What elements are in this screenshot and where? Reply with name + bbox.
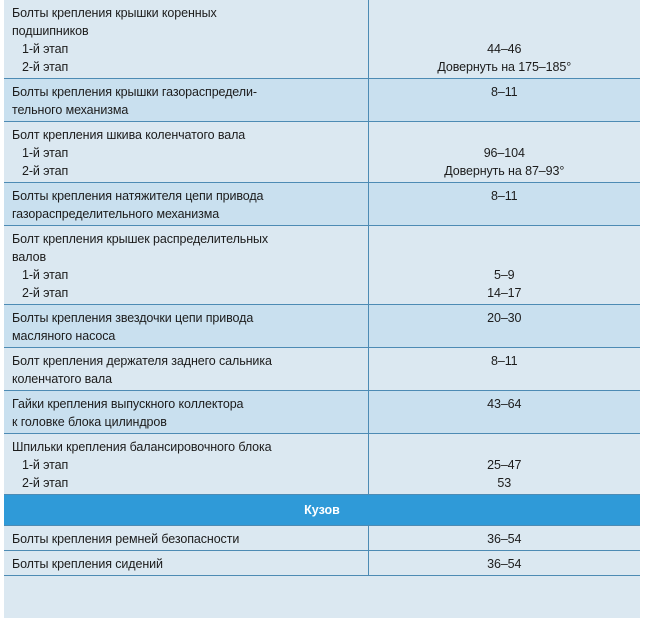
- fastener-name-cell: [4, 348, 368, 391]
- table-row: [4, 226, 640, 305]
- fastener-name-line: подшипников: [12, 24, 89, 38]
- fastener-name-line: 2-й этап: [22, 60, 69, 74]
- torque-value-line: 25–47: [487, 458, 522, 472]
- torque-value-line: [369, 370, 641, 388]
- fastener-name-cell: [4, 0, 368, 79]
- torque-value-cell: [368, 122, 640, 183]
- fastener-name-line: Болты крепления крышки коренных: [12, 6, 217, 20]
- fastener-name-line: к головке блока цилиндров: [12, 415, 167, 429]
- torque-value-cell: [368, 226, 640, 305]
- fastener-name-line: Болт крепления шкива коленчатого вала: [12, 128, 246, 142]
- torque-value-line: Довернуть на 87–93°: [444, 164, 565, 178]
- torque-value-line: [369, 4, 641, 22]
- torque-value-line: 43–64: [487, 397, 522, 411]
- fastener-name-line: Болт крепления держателя заднего сальника: [12, 354, 272, 368]
- torque-value-cell: [368, 434, 640, 495]
- fastener-name-cell: [4, 305, 368, 348]
- table-row: [4, 305, 640, 348]
- table-row: [4, 183, 640, 226]
- fastener-name-line: Болты крепления натяжителя цепи привода: [12, 189, 264, 203]
- torque-value-cell: [368, 79, 640, 122]
- engine-rows: [4, 0, 640, 495]
- fastener-name-line: 2-й этап: [22, 164, 69, 178]
- table-row: [4, 122, 640, 183]
- fastener-name-line: масляного насоса: [12, 329, 116, 343]
- fastener-name-line: Шпильки крепления балансировочного блока: [12, 440, 272, 454]
- fastener-name-cell: [4, 122, 368, 183]
- fastener-name-cell: [4, 434, 368, 495]
- torque-value-line: 8–11: [491, 354, 518, 368]
- torque-value-cell: [368, 183, 640, 226]
- torque-value-line: 14–17: [487, 286, 522, 300]
- table-row: [4, 526, 640, 551]
- torque-value-line: [369, 101, 641, 119]
- torque-value-line: [369, 126, 641, 144]
- fastener-name-line: Болты крепления сидений: [12, 557, 163, 571]
- torque-value-line: [369, 248, 641, 266]
- table-row: [4, 551, 640, 576]
- table-row: [4, 0, 640, 79]
- torque-value-cell: [368, 551, 640, 576]
- torque-value-cell: [368, 526, 640, 551]
- torque-value-cell: [368, 391, 640, 434]
- torque-value-line: 36–54: [487, 557, 522, 571]
- torque-value-line: 36–54: [487, 532, 522, 546]
- fastener-name-cell: [4, 526, 368, 551]
- body-rows: [4, 526, 640, 576]
- fastener-name-line: коленчатого вала: [12, 372, 112, 386]
- torque-value-line: [369, 413, 641, 431]
- section-title: Кузов: [4, 495, 640, 526]
- torque-value-line: 5–9: [493, 268, 515, 282]
- fastener-name-cell: [4, 79, 368, 122]
- fastener-name-cell: [4, 391, 368, 434]
- body-section-header: [4, 495, 640, 526]
- fastener-name-line: газораспределительного механизма: [12, 207, 220, 221]
- section-row: [4, 495, 640, 526]
- fastener-name-line: 1-й этап: [22, 42, 69, 56]
- fastener-name-line: 2-й этап: [22, 476, 69, 490]
- fastener-name-line: валов: [12, 250, 46, 264]
- torque-value-line: [369, 230, 641, 248]
- torque-value-line: 8–11: [491, 85, 518, 99]
- torque-specs-table: [4, 0, 640, 576]
- fastener-name-line: Болт крепления крышек распределительных: [12, 232, 269, 246]
- fastener-name-line: Болты крепления звездочки цепи привода: [12, 311, 254, 325]
- torque-value-line: 96–104: [483, 146, 525, 160]
- torque-value-cell: [368, 305, 640, 348]
- fastener-name-line: 1-й этап: [22, 458, 69, 472]
- torque-value-cell: [368, 0, 640, 79]
- torque-value-line: [369, 205, 641, 223]
- table-row: [4, 79, 640, 122]
- table-row: [4, 348, 640, 391]
- torque-value-line: 44–46: [487, 42, 522, 56]
- fastener-name-line: 1-й этап: [22, 268, 69, 282]
- torque-table-sheet: [4, 0, 640, 618]
- torque-value-line: [369, 327, 641, 345]
- fastener-name-cell: [4, 226, 368, 305]
- fastener-name-cell: [4, 551, 368, 576]
- fastener-name-cell: [4, 183, 368, 226]
- torque-value-line: Довернуть на 175–185°: [437, 60, 572, 74]
- torque-value-line: 20–30: [487, 311, 522, 325]
- table-row: [4, 391, 640, 434]
- fastener-name-line: Болты крепления крышки газораспредели-: [12, 85, 257, 99]
- torque-value-line: 8–11: [491, 189, 518, 203]
- table-row: [4, 434, 640, 495]
- torque-value-cell: [368, 348, 640, 391]
- fastener-name-line: 1-й этап: [22, 146, 69, 160]
- torque-value-line: [369, 438, 641, 456]
- fastener-name-line: Болты крепления ремней безопасности: [12, 532, 240, 546]
- fastener-name-line: 2-й этап: [22, 286, 69, 300]
- torque-value-line: [369, 22, 641, 40]
- fastener-name-line: тельного механизма: [12, 103, 129, 117]
- fastener-name-line: Гайки крепления выпускного коллектора: [12, 397, 244, 411]
- torque-value-line: 53: [497, 476, 512, 490]
